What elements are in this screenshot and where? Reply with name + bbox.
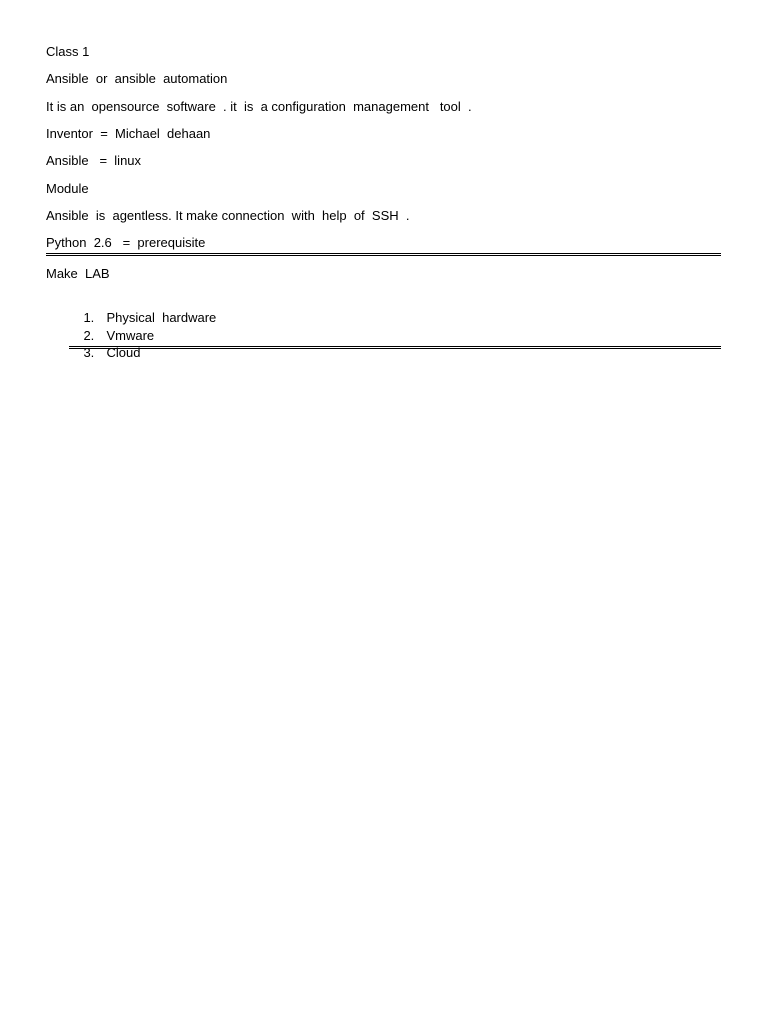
double-rule-divider bbox=[46, 253, 721, 256]
paragraph-inventor: Inventor = Michael dehaan bbox=[46, 126, 211, 141]
section-heading-make-lab: Make LAB bbox=[46, 266, 110, 281]
list-item-number: 3. bbox=[83, 345, 95, 360]
paragraph-python-prerequisite: Python 2.6 = prerequisite bbox=[46, 235, 206, 250]
list-item-text: Vmware bbox=[106, 328, 155, 343]
paragraph-ansible-automation: Ansible or ansible automation bbox=[46, 71, 228, 86]
list-item-text: Cloud bbox=[106, 345, 141, 360]
list-item-text: Physical hardware bbox=[106, 310, 217, 325]
list-item bbox=[69, 329, 140, 377]
list-item-number: 1. bbox=[83, 310, 95, 325]
list-item-number: 2. bbox=[83, 328, 95, 343]
paragraph-opensource-description: It is an opensource software . it is a configuration management tool . bbox=[46, 99, 472, 114]
paragraph-agentless: Ansible is agentless. It make connection with help of SSH . bbox=[46, 208, 410, 223]
paragraph-ansible-linux: Ansible = linux bbox=[46, 153, 142, 168]
paragraph-class-title: Class 1 bbox=[46, 44, 90, 59]
double-rule-divider-list bbox=[69, 346, 721, 349]
paragraph-module: Module bbox=[46, 181, 89, 196]
